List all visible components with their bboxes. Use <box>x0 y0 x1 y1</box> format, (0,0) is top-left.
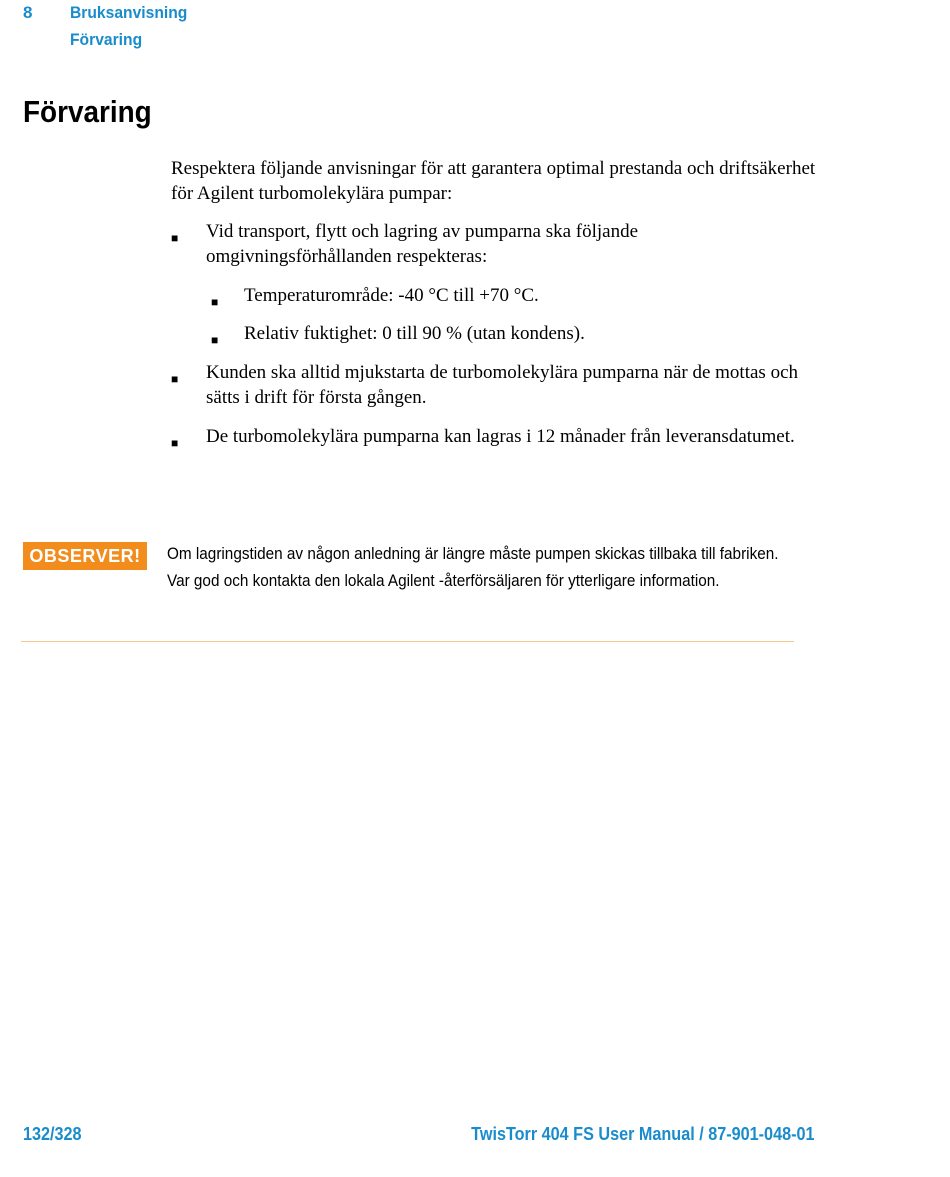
document-reference: TwisTorr 404 FS User Manual / 87-901-048-01 <box>470 1124 814 1144</box>
page-number: 132/328 <box>23 1124 82 1144</box>
chapter-number: 8 <box>23 3 33 22</box>
sub-list-item-text: Temperaturområde: -40 °C till +70 °C. <box>244 285 539 306</box>
section-title: Förvaring <box>70 30 143 49</box>
intro-paragraph: Respektera följande anvisningar för att garantera optimal prestanda och driftsäkerhet för Agilent turbomolekylära pumpar: <box>171 158 816 204</box>
note-text: Om lagringstiden av någon anledning är längre måste pumpen skickas tillbaka till fabriken. Var god och kontakta den lokala Agilent -återförsäljaren för ytterligare information. <box>167 544 779 590</box>
list-item-text: De turbomolekylära pumparna kan lagras i 12 månader från leveransdatumet. <box>206 426 795 447</box>
bullet-icon: ■ <box>211 295 219 309</box>
chapter-title: Bruksanvisning <box>70 3 188 22</box>
bullet-icon: ■ <box>211 333 219 347</box>
bullet-icon: ■ <box>171 231 179 245</box>
note-badge: OBSERVER! <box>23 542 147 570</box>
note-divider <box>21 641 794 642</box>
list-item-text: Vid transport, flytt och lagring av pumparna ska följande omgivningsförhållanden respekteras: <box>206 221 639 267</box>
page-title: Förvaring <box>23 94 152 129</box>
bullet-icon: ■ <box>171 436 179 450</box>
list-item-text: Kunden ska alltid mjukstarta de turbomolekylära pumparna när de mottas och sätts i drift för första gången. <box>206 362 798 408</box>
sub-list-item-text: Relativ fuktighet: 0 till 90 % (utan kondens). <box>244 323 585 344</box>
bullet-icon: ■ <box>171 372 179 386</box>
